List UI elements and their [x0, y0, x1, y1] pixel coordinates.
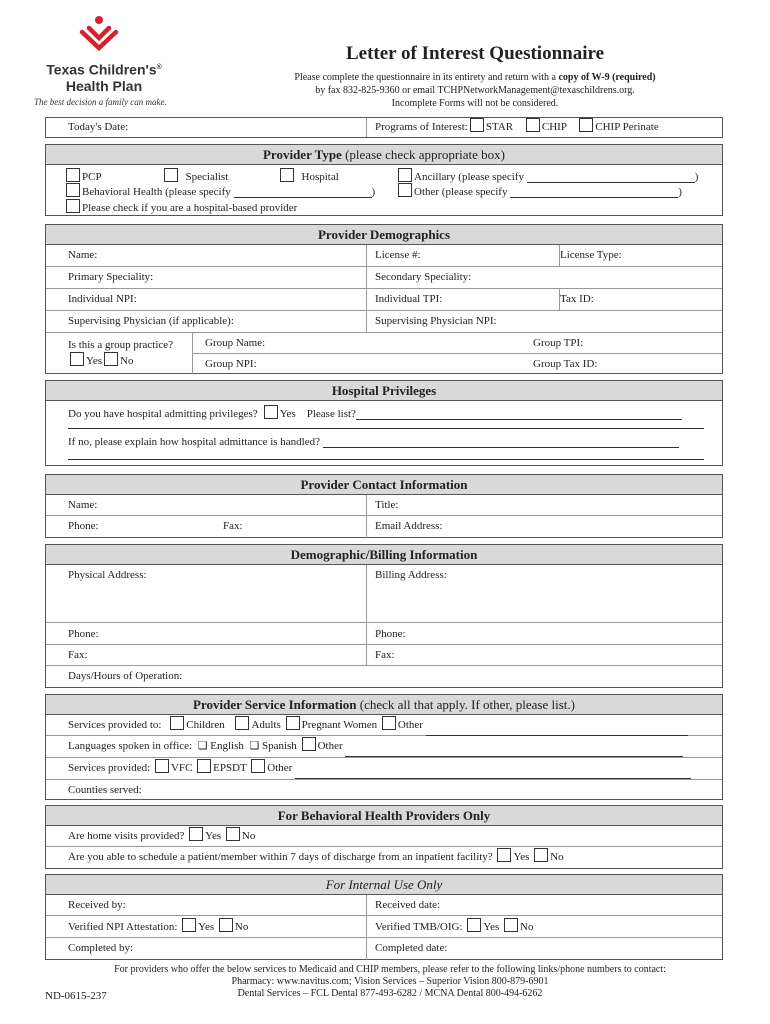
- todays-date-label: Today's Date:: [68, 121, 129, 133]
- physical-phone-field[interactable]: [46, 623, 366, 644]
- contact-phone-field[interactable]: [46, 516, 201, 538]
- billing-phone-label: Phone:: [375, 628, 406, 640]
- billing-header: Demographic/Billing Information: [46, 545, 722, 565]
- epsdt-checkbox[interactable]: [197, 759, 211, 773]
- license-number-field[interactable]: [366, 245, 559, 266]
- behavioral-option: [64, 183, 375, 198]
- todays-date-field[interactable]: [46, 118, 366, 137]
- license-type-label: License Type:: [560, 249, 622, 261]
- brand-name: [40, 60, 168, 94]
- hospital-based-label: Please check if you are a hospital-based provider: [82, 202, 298, 214]
- tax-id-field[interactable]: [559, 289, 722, 310]
- footer-line2: Pharmacy: www.navitus.com; Vision Services – Superior Vision 800-879-6901: [231, 976, 549, 987]
- group-practice-label: Is this a group practice?: [68, 339, 174, 351]
- other-language-checkbox[interactable]: [302, 737, 316, 751]
- admittance-line-2[interactable]: [68, 448, 704, 460]
- star-label: STAR: [485, 121, 514, 133]
- tmb-oig-row: [366, 916, 722, 937]
- contact-name-label: Name:: [68, 499, 98, 511]
- contact-email-label: Email Address:: [375, 520, 443, 532]
- footer-line1: For providers who offer the below services to Medicaid and CHIP members, please refer to the following links/phone numbers to contact:: [114, 964, 666, 975]
- service-title: Provider Service Information: [193, 697, 357, 712]
- vfc-checkbox[interactable]: [155, 759, 169, 773]
- vfc-label: VFC: [170, 762, 193, 774]
- tmb-no-label: No: [520, 921, 534, 933]
- group-practice-question: [46, 333, 192, 374]
- group-tax-id-label: Group Tax ID:: [533, 358, 598, 370]
- other-type-label: Other (please specify: [414, 186, 508, 198]
- primary-speciality-field[interactable]: [46, 267, 366, 288]
- specialist-option: [162, 168, 228, 183]
- individual-npi-label: Individual NPI:: [68, 293, 137, 305]
- behavioral-label: Behavioral Health (please specify: [82, 186, 231, 198]
- supervising-physician-field[interactable]: [46, 311, 366, 332]
- hospital-label: Hospital: [301, 171, 339, 183]
- brand-name-line1: Texas Children's: [46, 61, 157, 78]
- counties-served-label: Counties served:: [68, 784, 142, 796]
- languages-label: Languages spoken in office:: [68, 740, 193, 752]
- discharge-no-label: No: [550, 851, 564, 863]
- contact-fax-label: Fax:: [223, 520, 243, 532]
- home-visits-no-label: No: [241, 830, 256, 842]
- provider-type-header: [46, 145, 722, 165]
- ancillary-label: Ancillary (please specify: [414, 171, 524, 183]
- completed-by-label: Completed by:: [68, 942, 134, 954]
- pcp-checkbox[interactable]: [66, 168, 80, 182]
- tax-id-label: Tax ID:: [560, 293, 594, 305]
- intro-line1: Please complete the questionnaire in its entirety and return with a: [294, 72, 559, 83]
- contact-fax-field[interactable]: [201, 516, 366, 538]
- home-visits-yes-checkbox[interactable]: [189, 827, 203, 841]
- npi-attestation-label: Verified NPI Attestation:: [68, 921, 178, 933]
- hospital-based-option: [64, 199, 297, 214]
- admittance-label: If no, please explain how hospital admittance is handled?: [68, 436, 321, 448]
- service-section: [45, 694, 723, 800]
- internal-use-section: [45, 874, 723, 960]
- top-row: [45, 117, 723, 138]
- other-service-line[interactable]: [295, 767, 691, 779]
- behavioral-section: [45, 805, 723, 869]
- individual-tpi-field[interactable]: [366, 289, 559, 310]
- supervising-npi-field[interactable]: [366, 311, 722, 332]
- contact-phone-label: Phone:: [68, 520, 99, 532]
- service-header: [46, 695, 722, 715]
- programs-label: Programs of Interest:: [375, 121, 468, 133]
- registered-mark: ®: [156, 64, 162, 71]
- tmb-no-checkbox[interactable]: [504, 918, 518, 932]
- brand-tagline: The best decision a family can make.: [34, 97, 167, 107]
- services-provided-label: Services provided:: [68, 762, 151, 774]
- provider-type-subtitle: (please check appropriate box): [341, 147, 505, 162]
- languages-row: [46, 736, 722, 757]
- billing-fax-label: Fax:: [375, 649, 395, 661]
- internal-use-header: For Internal Use Only: [46, 875, 722, 895]
- behavioral-close-paren: ): [371, 186, 376, 198]
- other-language-label: Other: [317, 740, 343, 752]
- contact-title-field[interactable]: [366, 495, 722, 515]
- page-title: Letter of Interest Questionnaire: [345, 43, 605, 64]
- billing-address-label: Billing Address:: [375, 569, 447, 581]
- days-hours-field[interactable]: [46, 666, 722, 687]
- group-npi-field[interactable]: [193, 353, 533, 373]
- children-label: Children: [186, 719, 225, 731]
- contact-name-field[interactable]: [46, 495, 366, 515]
- days-hours-label: Days/Hours of Operation:: [68, 670, 183, 682]
- children-checkbox[interactable]: [170, 716, 184, 730]
- demographics-section: [45, 224, 723, 374]
- english-option[interactable]: ❏ English: [197, 740, 244, 752]
- provider-type-section: [45, 144, 723, 216]
- chip-label: CHIP: [541, 121, 567, 133]
- programs-of-interest: [366, 118, 722, 137]
- intro-w9-required: copy of W-9 (required): [558, 72, 656, 83]
- intro-line3: Incomplete Forms will not be considered.: [391, 98, 559, 109]
- other-type-checkbox[interactable]: [398, 183, 412, 197]
- admitting-yes-label: Yes: [279, 408, 296, 420]
- heart-logo-icon: [76, 14, 122, 56]
- contact-header: Provider Contact Information: [46, 475, 722, 495]
- star-checkbox[interactable]: [470, 118, 484, 132]
- physical-address-label: Physical Address:: [68, 569, 147, 581]
- adults-checkbox[interactable]: [235, 716, 249, 730]
- contact-section: [45, 474, 723, 538]
- physical-fax-label: Fax:: [68, 649, 88, 661]
- ancillary-close-paren: ): [694, 171, 699, 183]
- service-subtitle: (check all that apply. If other, please list.): [356, 697, 575, 712]
- completed-date-label: Completed date:: [375, 942, 448, 954]
- home-visits-label: Are home visits provided?: [68, 830, 185, 842]
- physical-phone-label: Phone:: [68, 628, 99, 640]
- provider-type-title: Provider Type: [262, 147, 342, 162]
- group-no-label: No: [120, 355, 134, 367]
- services-provided-row: [46, 758, 722, 779]
- primary-speciality-label: Primary Speciality:: [68, 271, 154, 283]
- group-yes-label: Yes: [86, 355, 103, 367]
- tmb-yes-label: Yes: [483, 921, 500, 933]
- other-type-option: [396, 183, 682, 198]
- group-tax-id-field[interactable]: [533, 353, 722, 373]
- npi-yes-label: Yes: [198, 921, 215, 933]
- hospital-list-line-2[interactable]: [68, 417, 704, 429]
- discharge-yes-label: Yes: [513, 851, 530, 863]
- other-service-label: Other: [267, 762, 293, 774]
- please-list-label: Please list?: [306, 408, 356, 420]
- billing-address-field[interactable]: [366, 565, 722, 622]
- contact-email-field[interactable]: [366, 516, 722, 538]
- billing-section: [45, 544, 723, 688]
- secondary-speciality-label: Secondary Speciality:: [375, 271, 472, 283]
- tmb-oig-label: Verified TMB/OIG:: [375, 921, 463, 933]
- hospital-option: [278, 168, 339, 183]
- ancillary-checkbox[interactable]: [398, 168, 412, 182]
- other-services-to-checkbox[interactable]: [382, 716, 396, 730]
- supervising-physician-label: Supervising Physician (if applicable):: [68, 315, 234, 327]
- npi-no-checkbox[interactable]: [219, 918, 233, 932]
- group-tpi-label: Group TPI:: [533, 337, 584, 349]
- behavioral-specify-line[interactable]: [234, 186, 372, 198]
- pregnant-women-checkbox[interactable]: [286, 716, 300, 730]
- hospital-privileges-header: Hospital Privileges: [46, 381, 722, 401]
- completed-by-field[interactable]: [46, 938, 366, 960]
- provider-name-field[interactable]: [46, 245, 366, 266]
- secondary-speciality-field[interactable]: [366, 267, 722, 288]
- other-services-to-label: Other: [397, 719, 423, 731]
- license-type-field[interactable]: [559, 245, 722, 266]
- demographics-header: Provider Demographics: [46, 225, 722, 245]
- spanish-option[interactable]: ❏ Spanish: [249, 740, 297, 752]
- received-by-label: Received by:: [68, 899, 126, 911]
- home-visits-no-checkbox[interactable]: [226, 827, 240, 841]
- home-visits-row: [46, 826, 722, 846]
- group-yes-checkbox[interactable]: [70, 352, 84, 366]
- chip-checkbox[interactable]: [526, 118, 540, 132]
- group-name-label: Group Name:: [205, 337, 266, 349]
- other-specify-line[interactable]: [510, 186, 678, 198]
- received-by-field[interactable]: [46, 895, 366, 915]
- provider-name-label: Name:: [68, 249, 98, 261]
- chip-perinate-label: CHIP Perinate: [595, 121, 659, 133]
- discharge-schedule-row: [46, 847, 722, 869]
- license-number-label: License #:: [375, 249, 421, 261]
- home-visits-yes-label: Yes: [205, 830, 222, 842]
- chip-perinate-checkbox[interactable]: [579, 118, 593, 132]
- admitting-privileges-label: Do you have hospital admitting privileges?: [68, 408, 258, 420]
- group-npi-label: Group NPI:: [205, 358, 257, 370]
- received-date-field[interactable]: [366, 895, 722, 915]
- completed-date-field[interactable]: [366, 938, 722, 960]
- individual-npi-field[interactable]: [46, 289, 366, 310]
- other-language-line[interactable]: [345, 745, 683, 757]
- specialist-checkbox[interactable]: [164, 168, 178, 182]
- brand-name-line2: Health Plan: [65, 77, 143, 94]
- pcp-option: [64, 168, 102, 183]
- intro-line2: by fax 832-825-9360 or email TCHPNetworkManagement@texaschildrens.org.: [315, 85, 635, 96]
- group-tpi-field[interactable]: [533, 333, 722, 353]
- physical-fax-field[interactable]: [46, 645, 366, 665]
- ancillary-specify-line[interactable]: [527, 171, 695, 183]
- discharge-schedule-label: Are you able to schedule a patient/member within 7 days of discharge from an inpatient facility?: [68, 851, 493, 863]
- received-date-label: Received date:: [375, 899, 441, 911]
- hospital-checkbox[interactable]: [280, 168, 294, 182]
- hospital-privileges-section: [45, 380, 723, 466]
- tmb-yes-checkbox[interactable]: [467, 918, 481, 932]
- npi-attestation-row: [46, 916, 366, 937]
- group-no-checkbox[interactable]: [104, 352, 118, 366]
- admittance-line[interactable]: [323, 436, 679, 448]
- behavioral-checkbox[interactable]: [66, 183, 80, 197]
- npi-no-label: No: [234, 921, 249, 933]
- billing-fax-field[interactable]: [366, 645, 722, 665]
- other-close-paren: ): [678, 186, 682, 198]
- footer-line3: Dental Services – FCL Dental 877-493-6282 / MCNA Dental 800-494-6262: [237, 988, 543, 999]
- ancillary-option: [396, 168, 698, 183]
- hospital-based-checkbox[interactable]: [66, 199, 80, 213]
- npi-yes-checkbox[interactable]: [182, 918, 196, 932]
- other-services-to-line[interactable]: [426, 724, 688, 736]
- group-name-field[interactable]: [193, 333, 533, 353]
- intro-text: [215, 71, 735, 110]
- supervising-npi-label: Supervising Physician NPI:: [375, 315, 497, 327]
- contact-title-label: Title:: [375, 499, 399, 511]
- physical-address-field[interactable]: [46, 565, 366, 622]
- admittance-question: [68, 436, 679, 448]
- pregnant-women-label: Pregnant Women: [301, 719, 378, 731]
- counties-served-field[interactable]: [46, 780, 722, 801]
- behavioral-header: For Behavioral Health Providers Only: [46, 806, 722, 826]
- services-to-label: Services provided to:: [68, 719, 162, 731]
- pcp-label: PCP: [82, 171, 102, 183]
- epsdt-label: EPSDT: [213, 762, 247, 774]
- form-id: ND-0615-237: [45, 990, 107, 1002]
- discharge-yes-checkbox[interactable]: [497, 848, 511, 862]
- services-to-row: [46, 715, 722, 735]
- discharge-no-checkbox[interactable]: [534, 848, 548, 862]
- other-service-checkbox[interactable]: [251, 759, 265, 773]
- adults-label: Adults: [251, 719, 281, 731]
- specialist-label: Specialist: [185, 171, 229, 183]
- individual-tpi-label: Individual TPI:: [375, 293, 443, 305]
- footer-contacts: [60, 964, 720, 1000]
- billing-phone-field[interactable]: [366, 623, 722, 644]
